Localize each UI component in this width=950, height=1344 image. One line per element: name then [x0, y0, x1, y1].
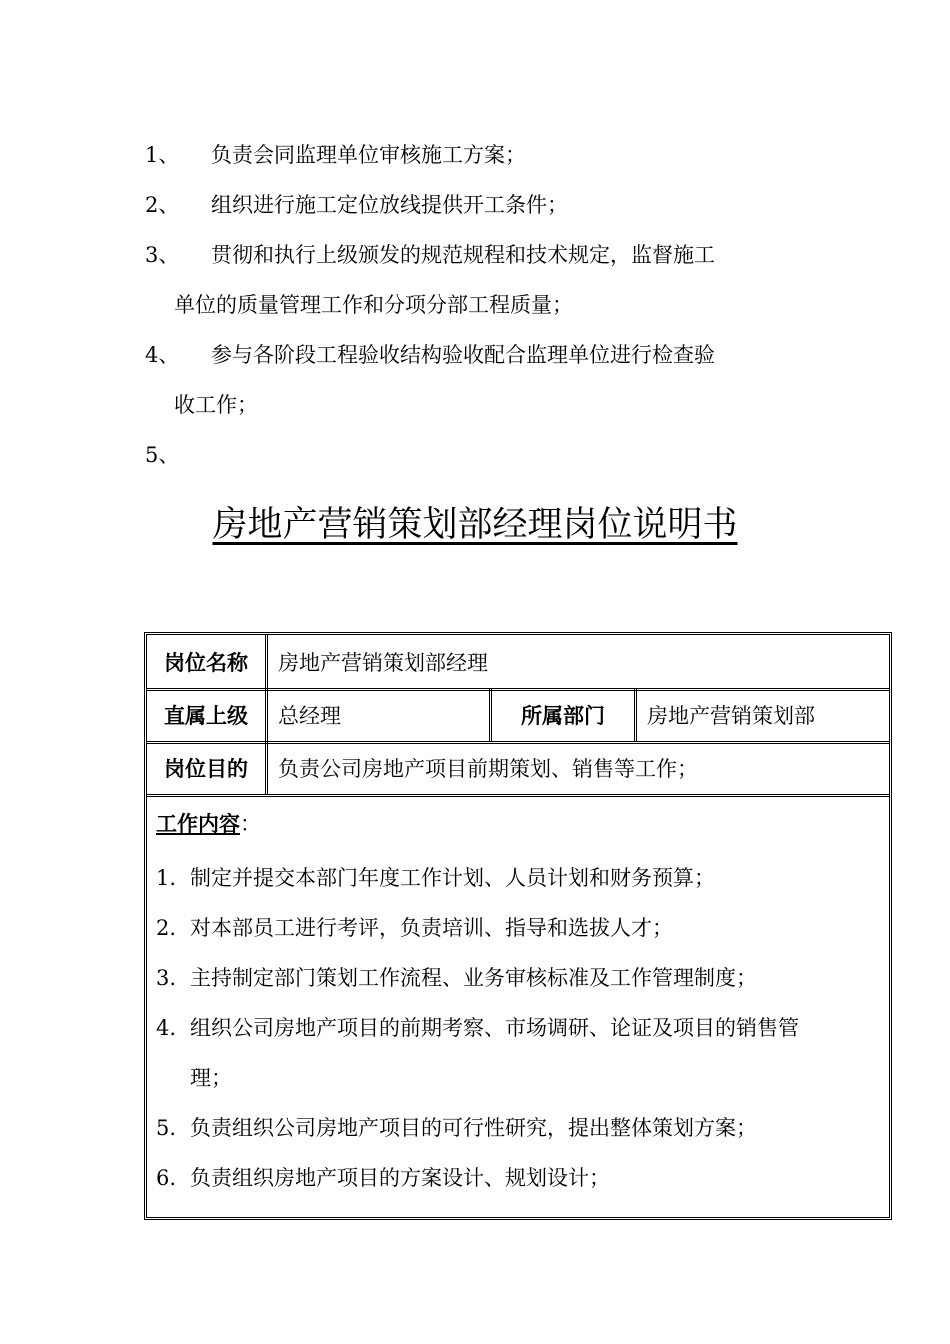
intro-item: 4、 参与各阶段工程验收结构验收配合监理单位进行检查验: [145, 343, 715, 367]
list-item: 1. 制定并提交本部门年度工作计划、人员计划和财务预算；: [156, 866, 715, 890]
intro-item-continuation: 收工作；: [174, 393, 258, 417]
list-item-continuation: 理；: [190, 1066, 232, 1090]
department-value: 房地产营销策划部: [647, 703, 815, 728]
work-content-heading: 工作内容：: [156, 812, 261, 836]
intro-item-continuation: 单位的质量管理工作和分项分部工程质量；: [174, 293, 573, 317]
superior-label: 直属上级: [164, 703, 248, 728]
position-name-label: 岗位名称: [164, 650, 248, 675]
list-item: 5. 负责组织公司房地产项目的可行性研究，提出整体策划方案；: [156, 1116, 757, 1140]
superior-value: 总经理: [278, 703, 341, 728]
intro-item: 2、 组织进行施工定位放线提供开工条件；: [145, 193, 568, 217]
duty-list: [156, 853, 886, 1203]
work-content-section: [147, 794, 889, 1217]
document-title: 房地产营销策划部经理岗位说明书: [212, 505, 738, 545]
row-superior: [147, 688, 889, 744]
intro-item: 5、: [145, 443, 180, 467]
list-item: 6. 负责组织房地产项目的方案设计、规划设计；: [156, 1166, 610, 1190]
list-item: 2. 对本部员工进行考评，负责培训、指导和选拔人才；: [156, 916, 673, 940]
row-purpose: [147, 741, 889, 797]
intro-item: 1、 负责会同监理单位审核施工方案；: [145, 143, 526, 167]
department-label: 所属部门: [521, 703, 605, 728]
list-item: 4. 组织公司房地产项目的前期考察、市场调研、论证及项目的销售管: [156, 1016, 799, 1040]
purpose-value: 负责公司房地产项目前期策划、销售等工作；: [278, 756, 698, 781]
job-description-table: [144, 632, 892, 1220]
position-name-value: 房地产营销策划部经理: [278, 650, 488, 675]
intro-list: [145, 130, 845, 480]
purpose-label: 岗位目的: [164, 756, 248, 781]
list-item: 3. 主持制定部门策划工作流程、业务审核标准及工作管理制度；: [156, 966, 757, 990]
row-position-name: [147, 635, 889, 691]
intro-item: 3、 贯彻和执行上级颁发的规范规程和技术规定，监督施工: [145, 243, 715, 267]
